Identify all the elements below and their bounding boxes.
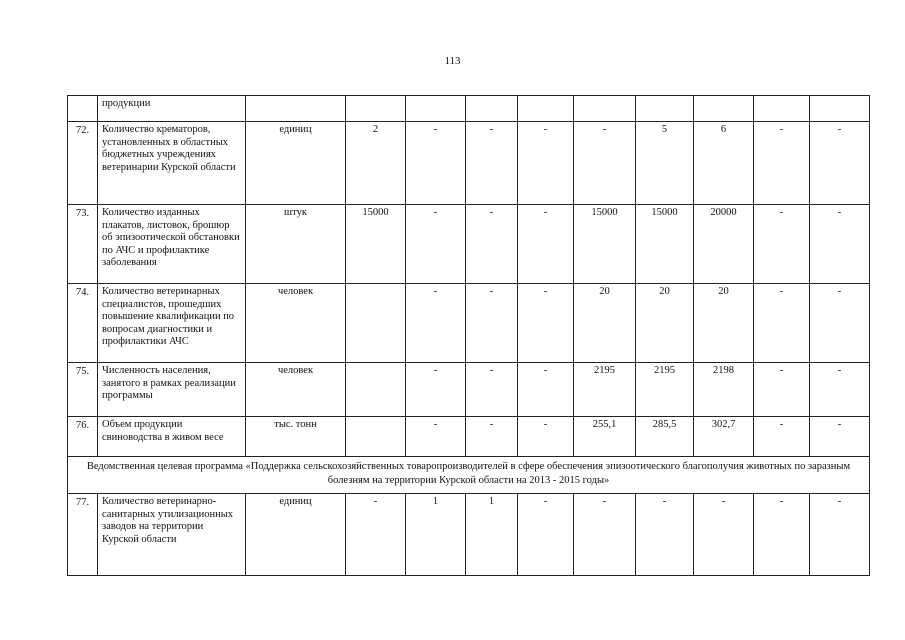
value-cell: -: [518, 494, 574, 576]
indicator-name: Численность населения, занятого в рамках реализации программы: [98, 363, 246, 417]
value-cell: [466, 96, 518, 122]
value-cell: -: [406, 417, 466, 457]
value-cell: -: [754, 417, 810, 457]
value-cell: 20: [694, 284, 754, 363]
indicator-name: Количество ветеринарно-санитарных утилизационных заводов на территории Курской области: [98, 494, 246, 576]
value-cell: -: [810, 494, 870, 576]
table-row: [68, 205, 870, 284]
row-number: 73.: [68, 205, 98, 284]
value-cell: -: [754, 122, 810, 205]
program-heading: Ведомственная целевая программа «Поддержка сельскохозяйственных товаропроизводителей в сфере обеспечения эпизоотического благополучия животных по заразным болезням на территории Курской области на 2013 - 2015 годы»: [68, 457, 870, 494]
value-cell: [518, 96, 574, 122]
unit-cell: единиц: [246, 494, 346, 576]
value-cell: 20000: [694, 205, 754, 284]
value-cell: 1: [406, 494, 466, 576]
value-cell: 20: [574, 284, 636, 363]
value-cell: [346, 96, 406, 122]
value-cell: -: [810, 363, 870, 417]
value-cell: [574, 96, 636, 122]
value-cell: -: [346, 494, 406, 576]
value-cell: -: [406, 205, 466, 284]
value-cell: -: [466, 122, 518, 205]
table-row: [68, 284, 870, 363]
value-cell: -: [754, 205, 810, 284]
row-number: 72.: [68, 122, 98, 205]
value-cell: 15000: [574, 205, 636, 284]
value-cell: -: [466, 284, 518, 363]
value-cell: -: [754, 494, 810, 576]
value-cell: -: [810, 284, 870, 363]
unit-cell: единиц: [246, 122, 346, 205]
unit-cell: [246, 96, 346, 122]
value-cell: -: [810, 122, 870, 205]
value-cell: -: [810, 205, 870, 284]
value-cell: -: [406, 284, 466, 363]
row-number: [68, 96, 98, 122]
value-cell: -: [754, 363, 810, 417]
value-cell: -: [518, 205, 574, 284]
value-cell: [810, 96, 870, 122]
value-cell: 5: [636, 122, 694, 205]
indicator-name: продукции: [98, 96, 246, 122]
value-cell: 15000: [346, 205, 406, 284]
table-row: [68, 417, 870, 457]
value-cell: -: [518, 363, 574, 417]
page-number: 113: [444, 55, 461, 67]
indicator-name: Количество изданных плакатов, листовок, брошюр об эпизоотической обстановки по АЧС и профилактике заболевания: [98, 205, 246, 284]
value-cell: 2195: [636, 363, 694, 417]
value-cell: -: [574, 122, 636, 205]
value-cell: -: [518, 284, 574, 363]
unit-cell: человек: [246, 284, 346, 363]
value-cell: 285,5: [636, 417, 694, 457]
indicator-name: Количество крематоров, установленных в областных бюджетных учреждениях ветеринарии Курской области: [98, 122, 246, 205]
value-cell: -: [466, 205, 518, 284]
value-cell: 2195: [574, 363, 636, 417]
row-number: 75.: [68, 363, 98, 417]
value-cell: 6: [694, 122, 754, 205]
unit-cell: штук: [246, 205, 346, 284]
value-cell: [694, 96, 754, 122]
value-cell: [406, 96, 466, 122]
table-row: [68, 122, 870, 205]
value-cell: -: [518, 417, 574, 457]
value-cell: 2: [346, 122, 406, 205]
unit-cell: тыс. тонн: [246, 417, 346, 457]
row-number: 74.: [68, 284, 98, 363]
value-cell: -: [754, 284, 810, 363]
program-heading-row: [68, 457, 870, 494]
value-cell: -: [466, 417, 518, 457]
value-cell: -: [574, 494, 636, 576]
value-cell: [346, 417, 406, 457]
value-cell: [346, 363, 406, 417]
table-row: [68, 494, 870, 576]
value-cell: -: [636, 494, 694, 576]
indicators-table: [67, 95, 870, 576]
value-cell: -: [466, 363, 518, 417]
value-cell: -: [518, 122, 574, 205]
value-cell: [636, 96, 694, 122]
unit-cell: человек: [246, 363, 346, 417]
value-cell: 255,1: [574, 417, 636, 457]
table-row: [68, 363, 870, 417]
value-cell: -: [810, 417, 870, 457]
row-number: 76.: [68, 417, 98, 457]
indicator-name: Объем продукции свиноводства в живом весе: [98, 417, 246, 457]
value-cell: [346, 284, 406, 363]
value-cell: [754, 96, 810, 122]
value-cell: 2198: [694, 363, 754, 417]
row-number: 77.: [68, 494, 98, 576]
table-row-continuation: [68, 96, 870, 122]
value-cell: -: [406, 363, 466, 417]
value-cell: 1: [466, 494, 518, 576]
value-cell: 20: [636, 284, 694, 363]
value-cell: -: [694, 494, 754, 576]
indicator-name: Количество ветеринарных специалистов, прошедших повышение квалификации по вопросам диагностики и профилактики АЧС: [98, 284, 246, 363]
value-cell: 15000: [636, 205, 694, 284]
value-cell: 302,7: [694, 417, 754, 457]
value-cell: -: [406, 122, 466, 205]
